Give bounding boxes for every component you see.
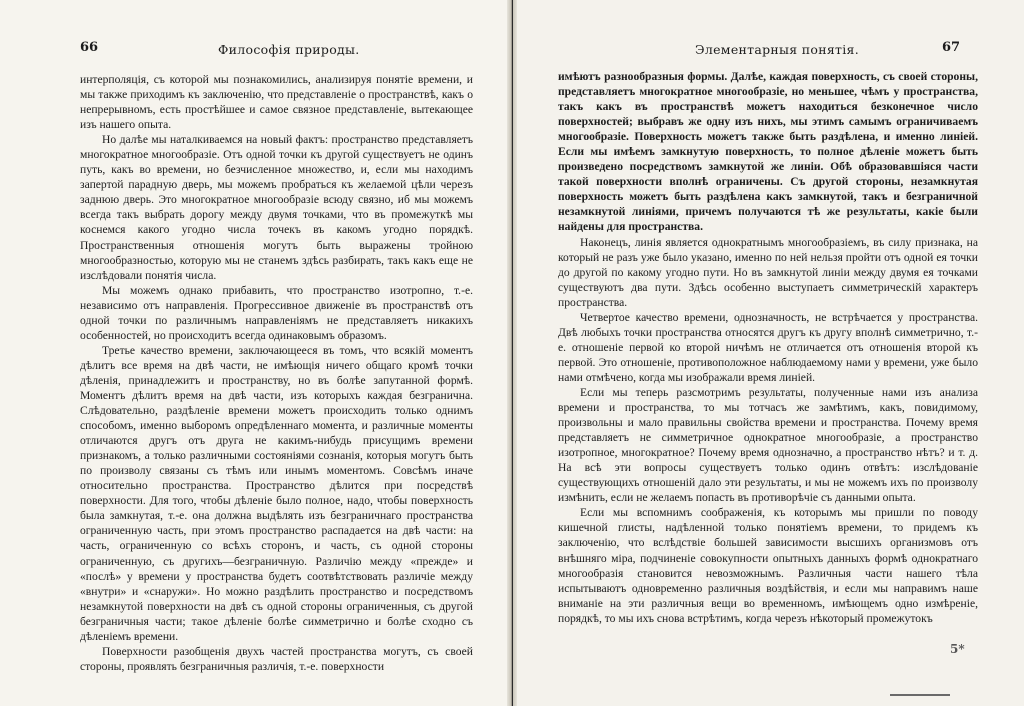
paragraph: Мы можемъ однако прибавить, что пространство изотропно, т.-е. независимо отъ направленія. Прогрессивное движеніе въ пространствѣ отъ одной точки по различнымъ направленіямъ не представляетъ никакихъ особенностей, но происходитъ всегда одинаковымъ образомъ. — [80, 283, 473, 342]
page-number-right: 67 — [942, 40, 961, 55]
paragraph: Поверхности разобщенія двухъ частей пространства могутъ, съ своей стороны, проявлять безграничныя различія, т.-е. поверхности — [80, 644, 473, 673]
paragraph: Если мы теперь разсмотримъ результаты, полученные нами изъ анализа времени и пространства, то мы тотчасъ же замѣтимъ, какъ, повидимому, произвольны и мало правильны свойства времени и пространства. Почему время представляетъ не симметричное однократное многообразіе, а пространство изотропное, многократное? Почему время однозначно, а пространство нѣтъ? и т. д. На всѣ эти вопросы существуетъ только одинъ отвѣтъ: изслѣдованіе существующихъ отношеній дало эти результаты, и мы не можемъ ихъ по произволу измѣнить, если не желаемъ попасть въ противорѣчіе съ данными опыта. — [558, 385, 978, 505]
running-head-right: Элементарныя понятія. — [695, 42, 860, 57]
left-page-text — [80, 72, 473, 674]
right-page — [512, 0, 1024, 706]
paragraph: интерполяція, съ которой мы познакомились, анализируя понятіе времени, и мы также приходимъ къ заключенію, что представленіе о пространствѣ, какъ о непрерывномъ, есть простѣйшее и самое связное представленіе, вытекающее изъ нашего опыта. — [80, 73, 473, 132]
right-page-text — [558, 69, 978, 626]
gutter-line — [512, 0, 513, 706]
paragraph: Наконецъ, линія является однократнымъ многообразіемъ, въ силу признака, на который не разъ уже было указано, именно по ней нельзя пройти отъ одной ея точки до другой по какому угодно пути. Но въ замкнутой линіи между двумя ея точками существуютъ два пути. Здѣсь особенно выступаетъ симметрическій характеръ пространства. — [558, 235, 978, 309]
running-head-left: Философія природы. — [218, 42, 360, 57]
paragraph: Третье качество времени, заключающееся въ томъ, что всякій моментъ дѣлитъ все время на двѣ части, не имѣющія ничего общаго кромѣ точки дѣленія, принадлежитъ и пространству, но въ болѣе запутанной формѣ. Моментъ дѣлитъ время на двѣ части, изъ которыхъ каждая безгранична. Слѣдовательно, раздѣленіе времени можетъ происходить только однимъ способомъ, именно выборомъ опредѣленнаго момента, и различные моменты отличаются другъ отъ друга не какимъ-нибудь присущимъ времени признакомъ, а только различными состояніями сознанія, которыя могутъ быть по произволу связаны съ тѣмъ или инымъ моментомъ. Совсѣмъ иначе относительно пространства. Пространство дѣлится при посредствѣ поверхности. Для того, чтобы дѣленіе было полное, надо, чтобы поверхность была замкнутая, т.-е. она должна выдѣлять изъ безграничнаго пространства ограниченную часть, при этомъ пространство распадается на двѣ части: на часть, ограниченную со всѣхъ сторонъ, и часть, съ одной стороны ограниченную, съ другихъ—безграничную. Различію между «прежде» и «послѣ» у времени у пространства будетъ соотвѣтствовать различіе между «внутри» и «снаружи». Но можно раздѣлить пространство и посредствомъ незамкнутой поверхности на двѣ съ одной стороны ограниченныя, съ другой безграничныя части; такое дѣленіе болѣе симметрично и болѣе сходно съ дѣленіемъ времени. — [80, 343, 473, 643]
paragraph: Если мы вспомнимъ соображенія, къ которымъ мы пришли по поводу кишечной глисты, надѣленной только понятіемъ времени, то придемъ къ заключенію, что вслѣдствіе большей зависимости высшихъ организмовъ отъ внѣшняго міра, подчиненіе совокупности опытныхъ данныхъ формѣ однократнаго многообразія становится невозможнымъ. Различныя части нашего тѣла испытываютъ одновременно различныя воздѣйствія, и если мы направимъ наше вниманіе на эти различныя вещи во временномъ, имѣющемъ одно измѣреніе, порядкѣ, то мы ихъ снова встрѣтимъ, когда черезъ нѣкоторый промежутокъ — [558, 506, 978, 625]
paragraph: Но далѣе мы наталкиваемся на новый фактъ: пространство представляетъ многократное многообразіе. Отъ одной точки къ другой существуетъ не одинъ путь, какъ во времени, но безчисленное множество, и, если мы находимъ запертой парадную дверь, мы можемъ пробраться къ желаемой цѣли черезъ заднюю дверь. Это многократное многообразіе всюду связно, иб мы можемъ всегда такъ выбрать дорогу между двумя точками, что въ промежуткѣ мы коснемся какого угодно числа точекъ въ какомъ угодно порядкѣ. Пространственныя отношенія могутъ быть выражены тройною многообразностью, которую мы не станемъ здѣсь разбирать, такъ какъ еще не изслѣдовали понятія числа. — [80, 133, 473, 282]
page-number-left: 66 — [80, 40, 99, 55]
paragraph: имѣютъ разнообразныя формы. Далѣе, каждая поверхность, съ своей стороны, представляетъ многократное многообразіе, но меньшее, чѣмъ у пространства, такъ какъ въ пространствѣ можетъ находиться безконечное число поверхностей; выбравъ же одну изъ нихъ, мы этимъ самымъ ограничиваемъ многообразіе. Поверхность можетъ также быть раздѣлена, и именно линіей. Если мы имѣемъ замкнутую поверхность, то полное дѣленіе можетъ быть произведено посредствомъ замкнутой же линіи. Обѣ образовавшіяся части такой поверхности вполнѣ ограничены. Съ другой стороны, незамкнутая поверхность можетъ быть раздѣлена какъ замкнутой, такъ и безграничной незамкнутой линіями, причемъ получаются тѣ же результаты, какіе были найдены для пространства. — [558, 70, 978, 234]
paragraph: Четвертое качество времени, однозначность, не встрѣчается у пространства. Двѣ любыхъ точки пространства относятся другъ къ другу вполнѣ симметрично, т.-е. отношеніе первой ко второй ничѣмъ не отличается отъ отношенія второй къ первой. Это отношеніе, противоположное наблюдаемому нами у времени, уже было нами отмѣчено, когда мы изображали время линіей. — [558, 310, 978, 384]
signature-mark: 5* — [950, 642, 965, 656]
scan-artifact — [890, 694, 950, 696]
